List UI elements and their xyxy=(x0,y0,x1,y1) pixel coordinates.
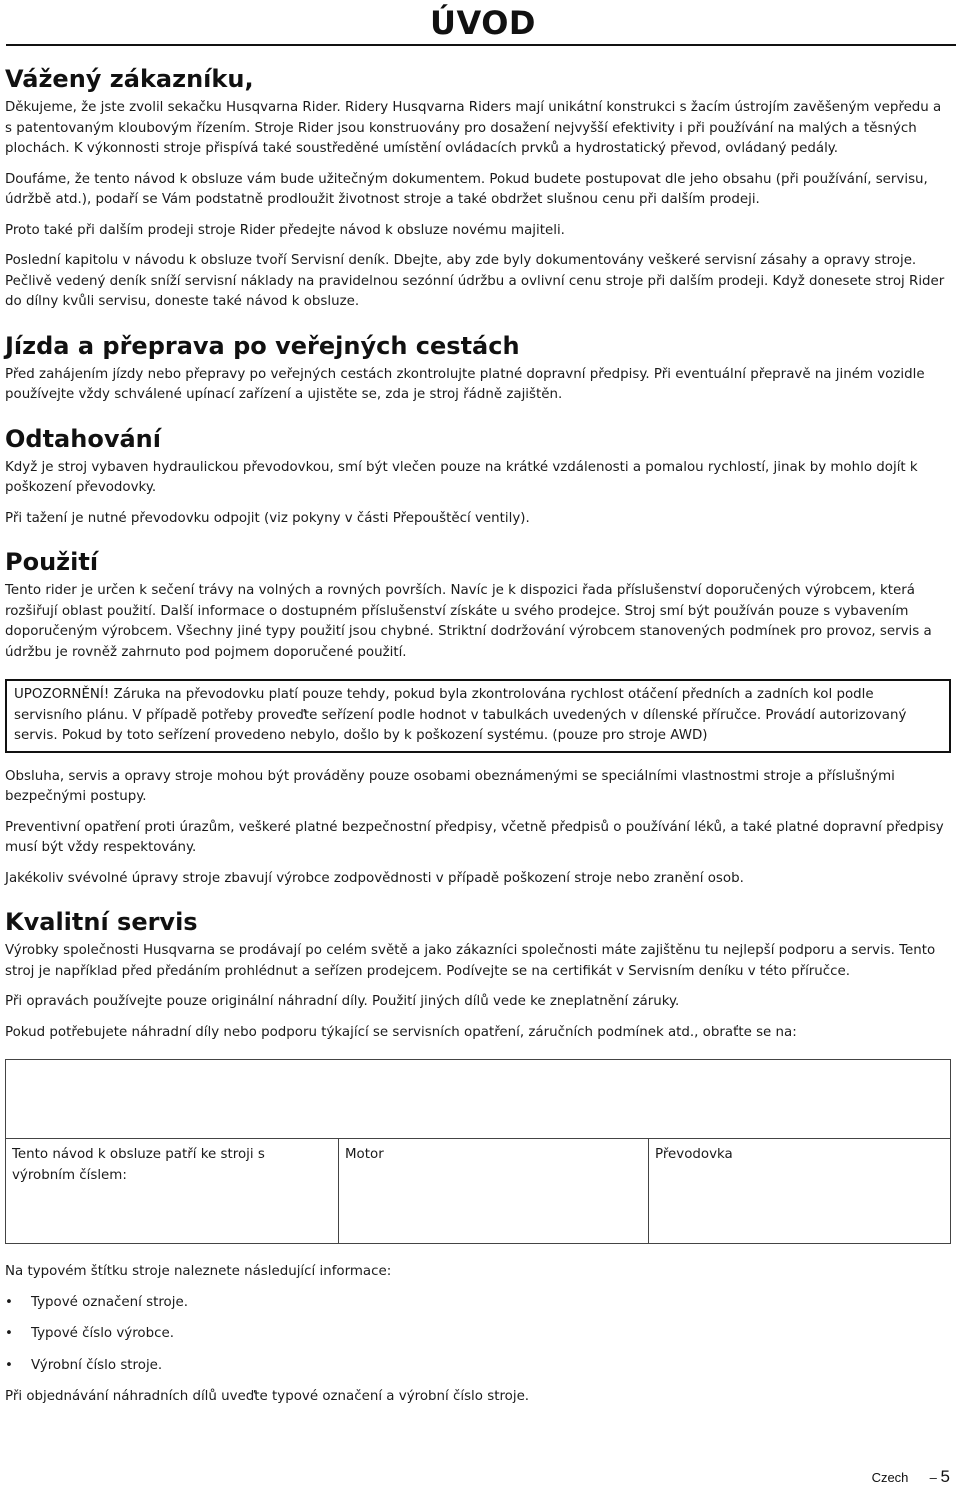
heading-service: Kvalitní servis xyxy=(5,908,198,936)
heading-transport: Jízda a přeprava po veřejných cestách xyxy=(5,331,520,360)
paragraph: Preventivní opatření proti úrazům, veškeré platné bezpečnostní předpisy, včetně předpisů o používání léků, a také platné dopravní předpisy musí být vždy respektovány. xyxy=(5,819,944,855)
list-item: • Typové číslo výrobce. xyxy=(5,1324,951,1345)
dealer-contact-table xyxy=(5,1059,951,1244)
rating-plate-list xyxy=(5,1293,951,1377)
page-footer xyxy=(872,1467,950,1487)
paragraph: Jakékoliv svévolné úpravy stroje zbavují výrobce zodpovědnosti v případě poškození stroje nebo zranění osob. xyxy=(5,870,744,886)
paragraph: Na typovém štítku stroje naleznete následující informace: xyxy=(5,1264,392,1279)
dealer-contact-field xyxy=(6,1060,950,1139)
paragraph: Když je stroj vybaven hydraulickou převodovkou, smí být vlečen pouze na krátké vzdálenosti a pomalou rychlostí, jinak by mohlo dojít k poškození převodovky. xyxy=(5,459,918,495)
paragraph: Při tažení je nutné převodovku odpojit (viz pokyny v části Přepouštěcí ventily). xyxy=(5,510,530,526)
machine-serial-cell: Tento návod k obsluze patří ke stroji s výrobním číslem: xyxy=(6,1139,339,1243)
serial-number-row xyxy=(6,1139,950,1243)
transmission-cell: Převodovka xyxy=(655,1147,733,1162)
paragraph: Poslední kapitolu v návodu k obsluze tvoří Servisní deník. Dbejte, aby zde byly dokumentovány veškeré servisní zásahy a opravy stroje. Pečlivě vedený deník sníží servisní náklady na pravidelnou sezónní údržbu a ovlivní cenu stroje při dalším prodeji. Když donesete stroj Rider do dílny kvůli servisu, doneste také návod k obsluze. xyxy=(5,253,945,309)
engine-cell: Motor xyxy=(339,1139,649,1243)
heading-customer: Vážený zákazníku, xyxy=(5,65,254,93)
bullet-icon: • xyxy=(5,1357,13,1373)
paragraph: Při objednávání náhradních dílů uveďte typové označení a výrobní číslo stroje. xyxy=(5,1389,530,1404)
paragraph: Obsluha, servis a opravy stroje mohou být prováděny pouze osobami obeznámenými se speciálními vlastnostmi stroje a příslušnými bezpečnými postupy. xyxy=(5,768,895,804)
paragraph: Pokud potřebujete náhradní díly nebo podporu týkající se servisních opatření, záručních podmínek atd., obraťte se na: xyxy=(5,1024,797,1040)
page-content xyxy=(5,64,951,1418)
bullet-icon: • xyxy=(5,1326,13,1341)
paragraph: Před zahájením jízdy nebo přepravy po veřejných cestách zkontrolujte platné dopravní předpisy. Při eventuální přepravě na jiném vozidle používejte vždy schválené upínací zařízení a ujistěte se, zda je stroj řádně zajištěn. xyxy=(5,366,925,402)
paragraph: Proto také při dalším prodeji stroje Rider předejte návod k obsluze novému majiteli. xyxy=(5,222,565,238)
warning-box xyxy=(5,679,951,753)
paragraph: Výrobky společnosti Husqvarna se prodávají po celém světě a jako zákazníci společnosti máte zajištěnu tu nejlepší podporu a servis. Tento stroj je například před předáním prohlédnut a seřízen prodejcem. Podívejte se na certifikát v Servisním deníku v této příručce. xyxy=(5,943,936,979)
list-item: • Výrobní číslo stroje. xyxy=(5,1356,951,1377)
heading-usage: Použití xyxy=(5,548,99,576)
bullet-icon: • xyxy=(5,1294,13,1310)
footer-dash: – xyxy=(929,1470,937,1485)
title-rule xyxy=(6,44,956,46)
heading-towing: Odtahování xyxy=(5,424,161,453)
paragraph: Při opravách používejte pouze originální náhradní díly. Použití jiných dílů vede ke zneplatnění záruky. xyxy=(5,994,680,1009)
page-number: 5 xyxy=(940,1467,950,1486)
footer-language: Czech xyxy=(871,1470,909,1485)
warning-text: UPOZORNĚNÍ! Záruka na převodovku platí pouze tehdy, pokud byla zkontrolována rychlost otáčení předních a zadních kol podle servisního plánu. V případě potřeby proveďte seřízení podle hodnot v tabulkách uvedených v dílenské příručce. Provádí autorizovaný servis. Pokud by toto seřízení provedeno nebylo, došlo by k poškození systému. (pouze pro stroje AWD) xyxy=(14,687,907,743)
paragraph: Doufáme, že tento návod k obsluze vám bude užitečným dokumentem. Pokud budete postupovat dle jeho obsahu (při používání, servisu, údržbě atd.), podaří se Vám podstatně prodloužit životnost stroje a také obdržet slušnou cenu při dalším prodeji. xyxy=(5,171,928,207)
page-title: ÚVOD xyxy=(430,4,536,42)
list-item: • Typové označení stroje. xyxy=(5,1293,951,1314)
paragraph: Děkujeme, že jste zvolil sekačku Husqvarna Rider. Ridery Husqvarna Riders mají unikátní konstrukci s žacím ústrojím zavěšeným vepředu a s patentovaným kloubovým řízením. Stroje Rider jsou konstruovány pro dosažení nejvyšší efektivity i při používání na malých a těsných plochách. K výkonnosti stroje přispívá také soustředěné umístění ovládacích prvků a hydrostatický převod, ovládaný pedály. xyxy=(5,100,942,156)
paragraph: Tento rider je určen k sečení trávy na volných a rovných površích. Navíc je k dispozici řada příslušenství doporučených výrobcem, která rozšiřují oblast použití. Další informace o dostupném příslušenství získáte u svého prodejce. Stroj smí být používán pouze s vybavením doporučeným výrobcem. Všechny jiné typy použití jsou chybné. Striktní dodržování výrobcem stanovených podmínek pro provoz, servis a údržbu je rovněž zahrnuto pod pojmem doporučené použití. xyxy=(5,583,932,660)
